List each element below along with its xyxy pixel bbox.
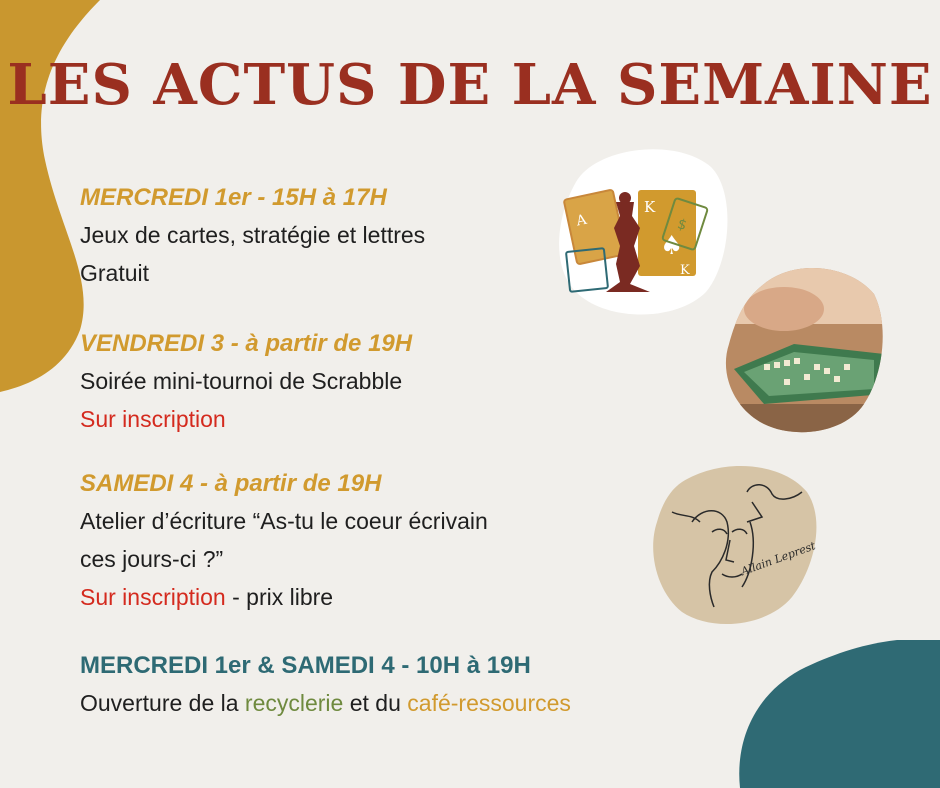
event-3 [80, 466, 488, 616]
event-date: MERCREDI 1er - 15H à 17H [80, 184, 387, 211]
teal-corner-blob [730, 640, 940, 788]
event-description: Atelier d’écriture “As-tu le coeur écrivain [80, 508, 488, 534]
svg-text:$: $ [675, 216, 689, 235]
recyclerie-label: recyclerie [244, 690, 344, 716]
page-title: LES ACTUS DE LA SEMAINE [7, 52, 933, 118]
event-1 [80, 180, 425, 292]
text-part: Ouverture de la [80, 690, 245, 716]
event-4 [80, 648, 571, 722]
drawing-signature: Allain Leprest [739, 539, 818, 579]
registration-label: Sur inscription [80, 584, 226, 610]
bird-face-drawing [652, 462, 820, 628]
event-description [80, 684, 571, 722]
event-description-cont: ces jours-ci ?” [80, 546, 224, 572]
event-date: VENDREDI 3 - à partir de 19H [80, 330, 413, 357]
svg-text:♠: ♠ [660, 231, 684, 261]
event-date: MERCREDI 1er & SAMEDI 4 - 10H à 19H [80, 652, 531, 679]
cards-chess-illustration [556, 142, 732, 320]
scrabble-game-photo [724, 264, 884, 436]
event-price: Gratuit [80, 260, 150, 286]
event-2 [80, 326, 412, 438]
event-description: Jeux de cartes, stratégie et lettres [80, 222, 426, 248]
event-registration: Sur inscription [80, 406, 226, 432]
svg-text:K: K [680, 263, 690, 278]
event-date: SAMEDI 4 - à partir de 19H [80, 470, 382, 497]
event-registration [80, 578, 488, 616]
svg-text:K: K [644, 198, 656, 216]
svg-text:A: A [574, 211, 589, 230]
text-part: et du [343, 690, 408, 716]
event-description: Soirée mini-tournoi de Scrabble [80, 368, 403, 394]
cafe-ressources-label: café-ressources [407, 690, 571, 716]
price-label: - prix libre [225, 584, 334, 610]
